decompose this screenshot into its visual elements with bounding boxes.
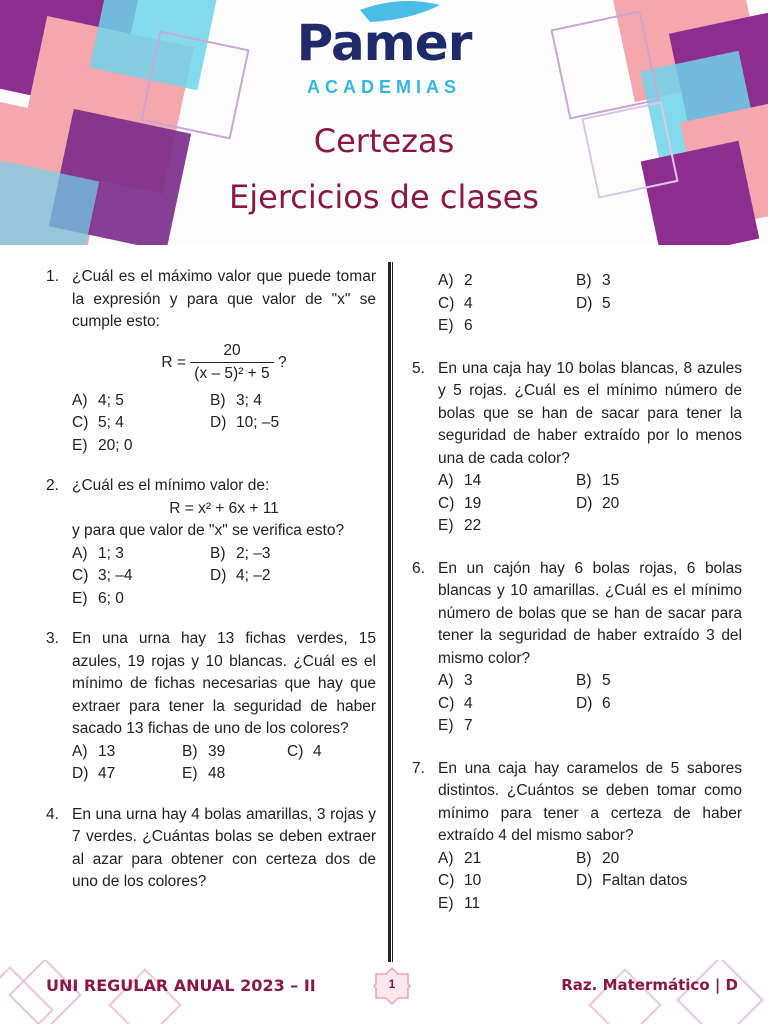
question-text: En una urna hay 13 fichas verdes, 15 azules, 19 rojas y 10 blancas. ¿Cuál es el mínimo de fichas necesarias que hay que extraer para tener la seguridad de haber sacado 13 fichas de uno de los colores? [72, 630, 376, 737]
option-d[interactable]: D) 10; –5 [210, 414, 280, 431]
options-7 [412, 848, 742, 916]
option-b[interactable]: B) 15 [576, 472, 620, 489]
footer-subject: Raz. Matermático | D [561, 976, 738, 994]
option-d[interactable]: D) 4; –2 [210, 567, 271, 584]
options-2 [46, 543, 376, 611]
options-5 [412, 470, 742, 538]
page-title: Certezas [313, 122, 455, 160]
question-4 [46, 804, 376, 894]
options-3 [46, 741, 376, 786]
option-e[interactable]: E) 11 [438, 894, 481, 912]
options-6 [412, 670, 742, 738]
option-b[interactable]: B) 3 [576, 272, 611, 289]
question-6 [412, 558, 742, 671]
fraction-denominator: (x – 5)² + 5 [194, 365, 270, 382]
question-text: En una urna hay 4 bolas amarillas, 3 rojas y 7 verdes. ¿Cuántas bolas se deben extraer al azar para obtener con certeza dos de uno de los colores? [72, 805, 376, 890]
option-b[interactable]: B) 3; 4 [210, 391, 262, 409]
question-number: 1. [46, 268, 59, 285]
column-divider [388, 262, 391, 962]
options-4 [412, 270, 742, 338]
question-text: ¿Cuál es el máximo valor que puede tomar la expresión y para que valor de "x" se cumple esto: [72, 268, 376, 330]
formula-2: R = x² + 6x + 11 [169, 499, 279, 517]
fraction-numerator: 20 [190, 340, 273, 364]
question-number: 4. [46, 805, 59, 823]
option-d[interactable]: D) 47 [72, 765, 116, 782]
question-number: 7. [412, 759, 425, 777]
option-c[interactable]: C) 4 [438, 294, 473, 312]
question-7 [412, 758, 742, 848]
option-d[interactable]: D) Faltan datos [576, 872, 688, 889]
formula-1 [46, 340, 376, 386]
option-a[interactable]: A) 14 [438, 472, 482, 489]
options-1 [46, 390, 376, 458]
question-number: 3. [46, 630, 59, 647]
option-e[interactable]: E) 20; 0 [72, 436, 133, 454]
option-b[interactable]: B) 20 [576, 849, 620, 867]
formula-lhs: R = [161, 353, 186, 371]
question-text: En una caja hay 10 bolas blancas, 8 azules y 5 rojas. ¿Cuál es el mínimo número de bolas que se han de sacar para tener la seguridad de haber extraído por lo menos una de cada color? [438, 359, 742, 467]
question-number: 6. [412, 559, 425, 577]
option-a[interactable]: A) 3 [438, 672, 473, 689]
option-a[interactable]: A) 21 [438, 849, 482, 867]
brand-logo-name: Pamer [296, 14, 472, 72]
option-c[interactable]: C) 4 [438, 694, 473, 712]
question-text: En una caja hay caramelos de 5 sabores distintos. ¿Cuántos se deben tomar como mínimo para tener a certeza de haber extraído 4 del mismo sabor? [438, 759, 742, 844]
option-a[interactable]: A) 2 [438, 272, 473, 289]
option-a[interactable]: A) 4; 5 [72, 391, 124, 409]
question-text: En un cajón hay 6 bolas rojas, 6 bolas blancas y 10 amarillas. ¿Cuál es el mínimo número de bolas que se han de sacar para tener la seguridad de haber extraído 3 del mismo color? [438, 559, 742, 667]
option-c[interactable]: C) 4 [287, 742, 322, 760]
formula-fraction [190, 340, 273, 386]
question-number: 5. [412, 359, 425, 377]
brand-logo-subtitle: ACADEMIAS [306, 77, 461, 97]
page-subtitle: Ejercicios de clases [229, 178, 539, 216]
question-text: ¿Cuál es el mínimo valor de: [72, 477, 270, 494]
option-d[interactable]: D) 20 [576, 494, 620, 512]
option-c[interactable]: C) 10 [438, 872, 482, 889]
option-b[interactable]: B) 5 [576, 672, 611, 689]
option-b[interactable]: B) 2; –3 [210, 544, 271, 562]
option-c[interactable]: C) 19 [438, 494, 482, 512]
question-3 [46, 628, 376, 741]
question-5 [412, 358, 742, 471]
option-e[interactable]: E) 22 [438, 517, 482, 534]
question-2-continuation [46, 520, 376, 543]
option-e[interactable]: E) 48 [182, 765, 226, 782]
option-e[interactable]: E) 7 [438, 717, 473, 734]
footer-course: UNI REGULAR ANUAL 2023 – II [46, 976, 316, 995]
option-d[interactable]: D) 6 [576, 694, 611, 712]
formula-tail: ? [277, 353, 287, 371]
question-2 [46, 475, 376, 498]
page-number: 1 [388, 977, 396, 991]
option-e[interactable]: E) 6; 0 [72, 589, 124, 607]
option-a[interactable]: A) 13 [72, 742, 116, 760]
option-c[interactable]: C) 3; –4 [72, 567, 133, 584]
right-column [412, 270, 742, 915]
option-d[interactable]: D) 5 [576, 294, 611, 312]
question-number: 2. [46, 477, 59, 494]
option-b[interactable]: B) 39 [182, 742, 226, 760]
column-divider-thin [392, 262, 393, 962]
question-1 [46, 266, 376, 334]
option-e[interactable]: E) 6 [438, 317, 473, 334]
left-column [46, 266, 376, 894]
option-c[interactable]: C) 5; 4 [72, 414, 124, 431]
header-banner [0, 0, 768, 245]
option-a[interactable]: A) 1; 3 [72, 544, 124, 562]
question-text: y para que valor de "x" se verifica esto? [72, 522, 345, 539]
